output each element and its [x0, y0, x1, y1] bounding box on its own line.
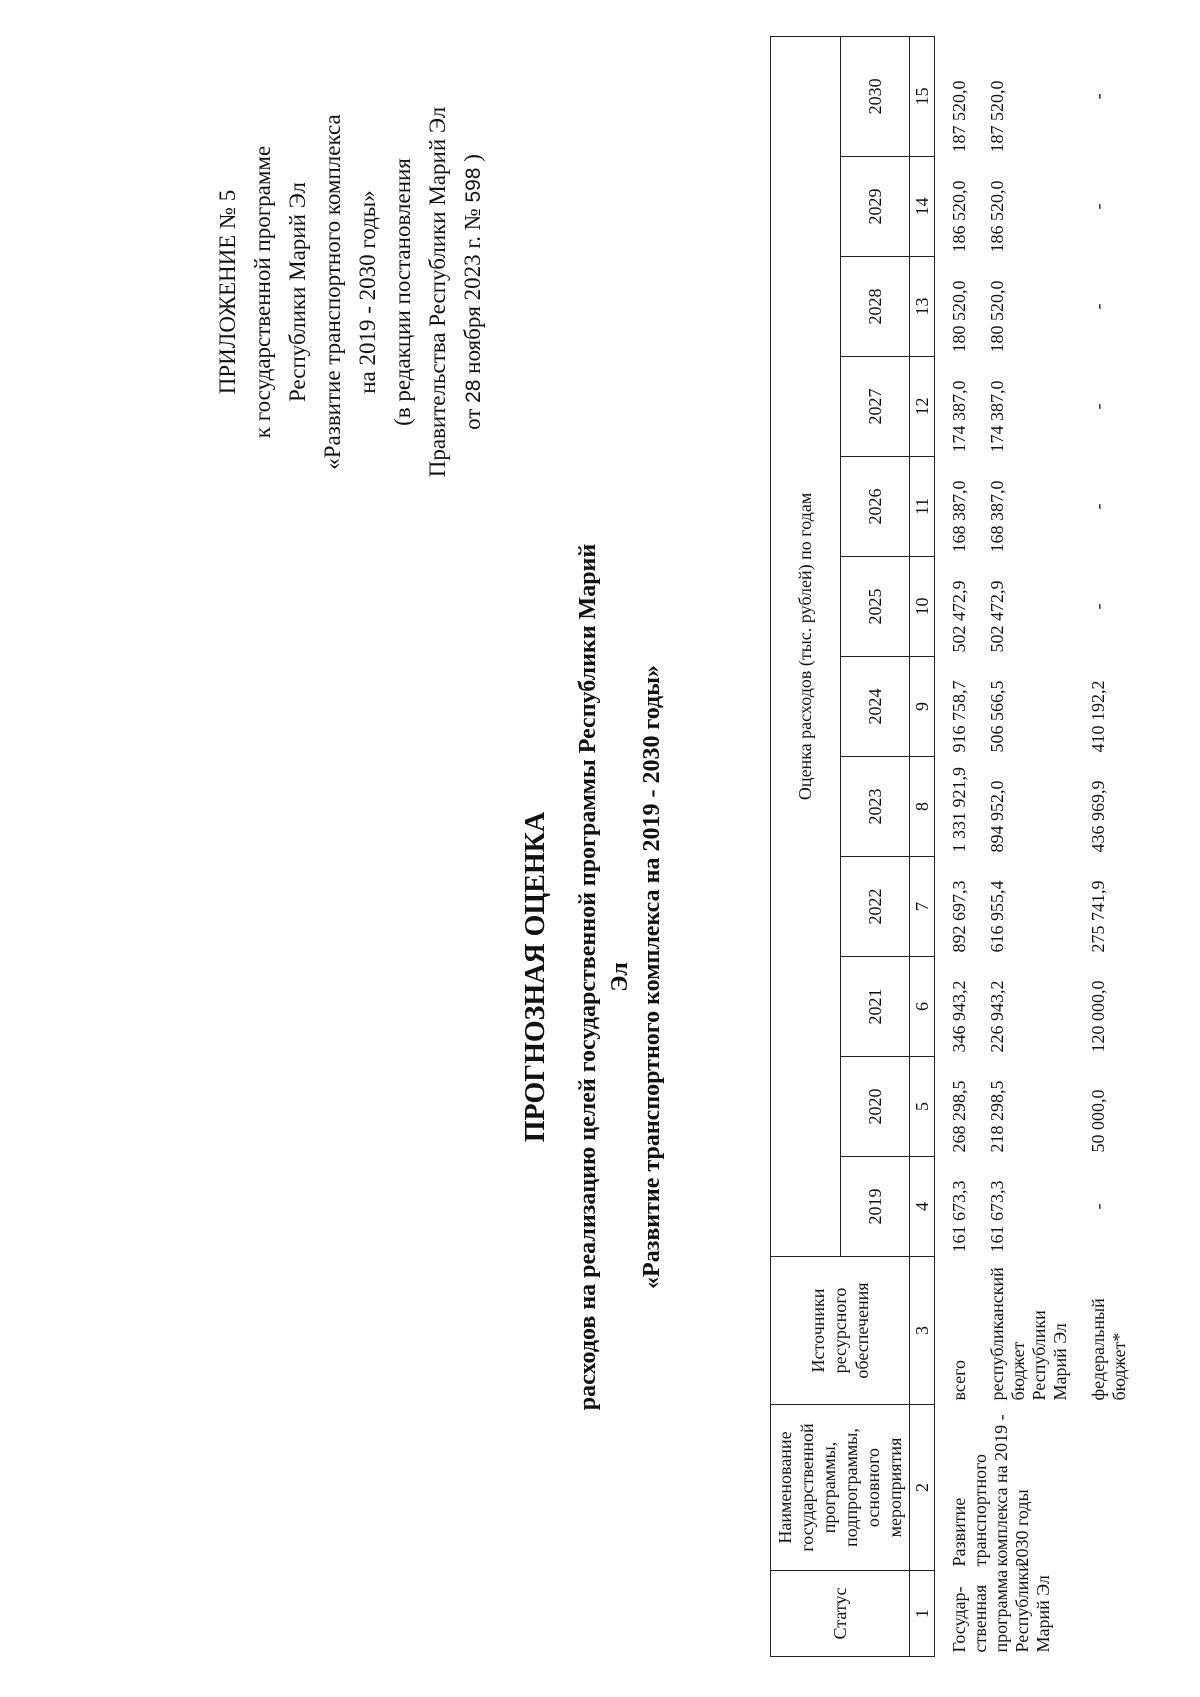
- title-sub-1: расходов на реализацию целей государственной программы Республики Марий Эл: [575, 543, 633, 1411]
- date-prefix: от: [460, 408, 485, 430]
- program-name-cell: Развитие транспортного комплекса на 2019 - 2030 годы: [949, 1414, 1032, 1567]
- value-cell: 346 943,2: [949, 980, 969, 1053]
- value-cell: -: [1088, 303, 1108, 310]
- column-number: 7: [910, 857, 935, 957]
- column-number: 10: [910, 557, 935, 657]
- document-title: [520, 527, 668, 1427]
- column-number: 1: [910, 1571, 935, 1657]
- source-cell: федеральный бюджет*: [1088, 1298, 1129, 1401]
- appendix-block: [210, 57, 491, 527]
- column-number: 6: [910, 957, 935, 1057]
- value-cell: 226 943,2: [987, 980, 1007, 1053]
- header-estimate: Оценка расходов (тыс. рублей) по годам: [771, 36, 841, 1256]
- value-cell: 186 520,0: [949, 180, 969, 253]
- status-cell: Государ-ственная программа Республики Марий Эл: [949, 1562, 1053, 1653]
- appendix-line: «Развитие транспортного комплекса: [320, 114, 345, 470]
- value-cell: 502 472,9: [987, 580, 1007, 653]
- appendix-line: Правительства Республики Марий Эл: [425, 106, 450, 478]
- column-number: 3: [910, 1257, 935, 1405]
- value-cell: 186 520,0: [987, 180, 1007, 253]
- header-year: 2022: [840, 857, 910, 957]
- column-number: 4: [910, 1157, 935, 1257]
- closing-paren: ): [460, 154, 485, 162]
- header-year: 2024: [840, 657, 910, 757]
- title-sub-2: «Развитие транспортного комплекса на 2019 - 2030 годы»: [639, 665, 665, 1289]
- source-cell: республиканский бюджет Республики Марий Эл: [987, 1267, 1070, 1401]
- appendix-line: на 2019 - 2030 годы»: [355, 190, 380, 394]
- value-cell: 120 000,0: [1088, 980, 1108, 1053]
- appendix-line: к государственной программе: [250, 145, 275, 439]
- column-number: 14: [910, 157, 935, 257]
- value-cell: -: [1088, 603, 1108, 610]
- column-number: 9: [910, 657, 935, 757]
- column-number: 8: [910, 757, 935, 857]
- value-cell: 180 520,0: [949, 280, 969, 353]
- value-cell: -: [1088, 1203, 1108, 1210]
- header-year: 2029: [840, 157, 910, 257]
- value-cell: 1 331 921,9: [949, 767, 969, 853]
- header-year: 2026: [840, 457, 910, 557]
- value-cell: 506 566,5: [987, 680, 1007, 753]
- value-cell: 268 298,5: [949, 1080, 969, 1153]
- value-cell: 616 955,4: [987, 880, 1007, 953]
- column-number: 5: [910, 1057, 935, 1157]
- header-year: 2028: [840, 257, 910, 357]
- column-number: 12: [910, 357, 935, 457]
- value-cell: 174 387,0: [949, 380, 969, 453]
- column-number: 15: [910, 36, 935, 156]
- value-cell: 187 520,0: [949, 80, 969, 153]
- appendix-line: ПРИЛОЖЕНИЕ № 5: [215, 189, 240, 395]
- appendix-line: (в редакции постановления: [390, 158, 415, 426]
- value-cell: -: [1088, 503, 1108, 510]
- title-main: ПРОГНОЗНАЯ ОЦЕНКА: [520, 811, 551, 1143]
- value-cell: 894 952,0: [987, 780, 1007, 853]
- value-cell: 218 298,5: [987, 1080, 1007, 1153]
- header-status: Статус: [771, 1571, 910, 1657]
- value-cell: 180 520,0: [987, 280, 1007, 353]
- header-year: 2030: [840, 36, 910, 156]
- value-cell: 410 192,2: [1088, 680, 1108, 753]
- header-sources: Источники ресурсного обеспечения: [771, 1257, 910, 1405]
- value-cell: 502 472,9: [949, 580, 969, 653]
- date-rest: ноября 2023 г. №: [460, 208, 485, 374]
- header-year: 2019: [840, 1157, 910, 1257]
- value-cell: 161 673,3: [949, 1180, 969, 1253]
- value-cell: 168 387,0: [987, 480, 1007, 553]
- value-cell: 916 758,7: [949, 680, 969, 753]
- header-year: 2025: [840, 557, 910, 657]
- source-cell: всего: [949, 1359, 969, 1401]
- header-year: 2023: [840, 757, 910, 857]
- value-cell: 892 697,3: [949, 880, 969, 953]
- value-cell: -: [1088, 403, 1108, 410]
- value-cell: 161 673,3: [987, 1180, 1007, 1253]
- date-day: 28: [462, 379, 485, 403]
- header-year: 2020: [840, 1057, 910, 1157]
- appendix-date-line: [455, 57, 491, 527]
- value-cell: 174 387,0: [987, 380, 1007, 453]
- header-name: Наименование государственной программы, подпрограммы, основного мероприятия: [771, 1405, 910, 1571]
- value-cell: -: [1088, 93, 1108, 100]
- estimate-table: [770, 36, 1133, 1657]
- value-cell: 187 520,0: [987, 80, 1007, 153]
- value-cell: 436 969,9: [1088, 780, 1108, 853]
- decree-number: 598: [462, 167, 485, 203]
- value-cell: 275 741,9: [1088, 880, 1108, 953]
- value-cell: 168 387,0: [949, 480, 969, 553]
- column-number: 11: [910, 457, 935, 557]
- value-cell: -: [1088, 203, 1108, 210]
- table-row: [935, 36, 974, 1656]
- column-number: 2: [910, 1405, 935, 1571]
- header-year: 2021: [840, 957, 910, 1057]
- value-cell: 50 000,0: [1088, 1089, 1108, 1153]
- column-number: 13: [910, 257, 935, 357]
- appendix-line: Республики Марий Эл: [285, 181, 310, 403]
- header-year: 2027: [840, 357, 910, 457]
